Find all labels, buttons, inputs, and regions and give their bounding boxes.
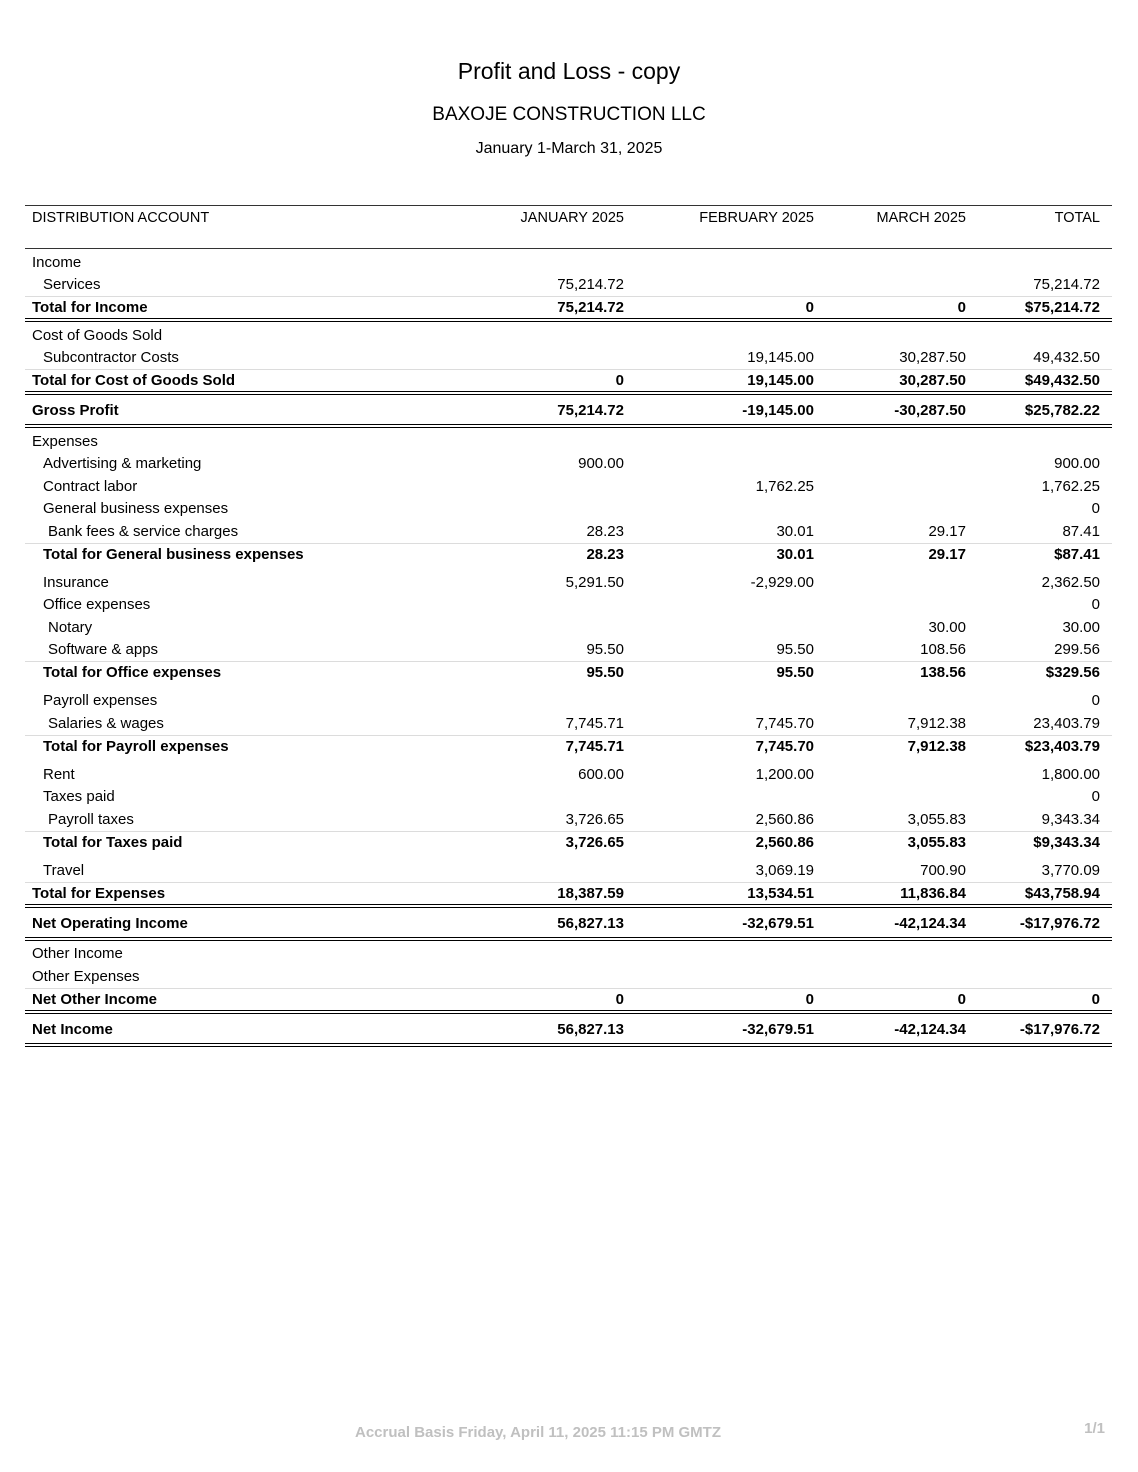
- february-value: 13,534.51: [747, 884, 814, 902]
- march-value: 29.17: [928, 522, 966, 540]
- total-value: 2,362.50: [1041, 573, 1100, 591]
- footer-basis-timestamp: Accrual Basis Friday, April 11, 2025 11:15 PM GMTZ: [355, 1424, 721, 1441]
- february-value: 2,560.86: [755, 833, 814, 851]
- table-row: [25, 882, 1112, 908]
- february-value: -32,679.51: [742, 914, 814, 932]
- january-value: 5,291.50: [565, 573, 624, 591]
- january-value: 56,827.13: [557, 1020, 624, 1038]
- row-label: Rent: [43, 765, 75, 783]
- total-value: 1,762.25: [1041, 477, 1100, 495]
- table-row: [25, 397, 1112, 428]
- total-value: 23,403.79: [1033, 714, 1100, 732]
- table-row: [25, 639, 1112, 662]
- col-header-total: TOTAL: [1054, 210, 1100, 226]
- february-value: 19,145.00: [747, 372, 814, 389]
- table-row: [25, 786, 1112, 809]
- table-row: [25, 808, 1112, 831]
- march-value: 3,055.83: [907, 833, 966, 851]
- table-row: [25, 453, 1112, 476]
- january-value: 75,214.72: [557, 276, 624, 294]
- january-value: 600.00: [578, 765, 624, 783]
- total-value: $43,758.94: [1024, 884, 1100, 902]
- row-label: Payroll taxes: [48, 810, 134, 828]
- row-label: Taxes paid: [43, 788, 115, 806]
- row-label: Services: [43, 276, 101, 294]
- table-row: [25, 251, 1112, 274]
- table-row: [25, 1016, 1112, 1047]
- row-label: Total for Income: [32, 299, 148, 316]
- total-value: $49,432.50: [1024, 372, 1100, 389]
- table-row: [25, 712, 1112, 735]
- total-value: 75,214.72: [1033, 276, 1100, 294]
- february-value: 30.01: [776, 545, 814, 563]
- january-value: 18,387.59: [557, 884, 624, 902]
- total-value: 87.41: [1062, 522, 1100, 540]
- row-label: Total for Payroll expenses: [43, 737, 229, 755]
- february-value: 7,745.70: [755, 737, 814, 755]
- january-value: 95.50: [586, 664, 624, 682]
- total-value: -$17,976.72: [1019, 1020, 1100, 1038]
- january-value: 7,745.71: [565, 737, 624, 755]
- january-value: 0: [615, 990, 624, 1008]
- march-value: 29.17: [928, 545, 966, 563]
- table-row: [25, 763, 1112, 786]
- row-label: General business expenses: [43, 500, 229, 518]
- total-value: $23,403.79: [1024, 737, 1100, 755]
- row-label: Total for General business expenses: [43, 545, 304, 563]
- table-row: [25, 735, 1112, 758]
- january-value: 28.23: [586, 545, 624, 563]
- row-label: Net Income: [32, 1020, 113, 1038]
- table-row: [25, 475, 1112, 498]
- february-value: 0: [805, 299, 814, 316]
- february-value: 3,069.19: [755, 861, 814, 879]
- february-value: 1,200.00: [755, 765, 814, 783]
- row-label: Total for Expenses: [32, 884, 166, 902]
- total-value: 0: [1091, 788, 1100, 806]
- january-value: 900.00: [578, 455, 624, 473]
- february-value: -19,145.00: [742, 402, 814, 419]
- table-row: [25, 690, 1112, 713]
- february-value: 30.01: [776, 522, 814, 540]
- table-row: [25, 520, 1112, 543]
- page-number: 1/1: [1084, 1420, 1105, 1437]
- march-value: 108.56: [920, 641, 966, 659]
- january-value: 95.50: [586, 641, 624, 659]
- february-value: 95.50: [776, 641, 814, 659]
- march-value: 700.90: [920, 861, 966, 879]
- table-row: [25, 347, 1112, 370]
- table-row: [25, 910, 1112, 941]
- table-body: [25, 251, 1112, 1047]
- profit-loss-table: [25, 205, 1112, 1047]
- total-value: -$17,976.72: [1019, 914, 1100, 932]
- february-value: 95.50: [776, 664, 814, 682]
- table-row: [25, 324, 1112, 347]
- col-header-march: MARCH 2025: [876, 210, 966, 226]
- table-row: [25, 943, 1112, 966]
- march-value: 138.56: [920, 664, 966, 682]
- row-label: Software & apps: [48, 641, 159, 659]
- table-row: [25, 369, 1112, 395]
- march-value: 0: [957, 990, 966, 1008]
- total-value: 49,432.50: [1033, 349, 1100, 367]
- table-row: [25, 498, 1112, 521]
- march-value: 0: [957, 299, 966, 316]
- table-row: [25, 571, 1112, 594]
- total-value: $25,782.22: [1024, 402, 1100, 419]
- february-value: -32,679.51: [742, 1020, 814, 1038]
- row-label: Total for Taxes paid: [43, 833, 183, 851]
- row-label: Gross Profit: [32, 402, 119, 419]
- january-value: 7,745.71: [565, 714, 624, 732]
- table-header: [25, 205, 1112, 249]
- february-value: 19,145.00: [747, 349, 814, 367]
- row-label: Total for Cost of Goods Sold: [32, 372, 236, 389]
- row-label: Notary: [48, 618, 93, 636]
- march-value: 30,287.50: [899, 372, 966, 389]
- february-value: -2,929.00: [750, 573, 814, 591]
- january-value: 56,827.13: [557, 914, 624, 932]
- total-value: $9,343.34: [1033, 833, 1100, 851]
- february-value: 1,762.25: [755, 477, 814, 495]
- table-row: [25, 296, 1112, 322]
- col-header-account: DISTRIBUTION ACCOUNT: [32, 210, 210, 226]
- table-row: [25, 594, 1112, 617]
- total-value: 30.00: [1062, 618, 1100, 636]
- february-value: 2,560.86: [755, 810, 814, 828]
- table-row: [25, 859, 1112, 882]
- col-header-january: JANUARY 2025: [520, 210, 624, 226]
- row-label: Travel: [43, 861, 85, 879]
- table-row: [25, 616, 1112, 639]
- total-value: 0: [1091, 500, 1100, 518]
- row-label: Other Income: [32, 945, 123, 963]
- march-value: 30.00: [928, 618, 966, 636]
- table-row: [25, 274, 1112, 297]
- total-value: $75,214.72: [1024, 299, 1100, 316]
- table-row: [25, 965, 1112, 988]
- march-value: -42,124.34: [894, 1020, 966, 1038]
- total-value: 9,343.34: [1041, 810, 1100, 828]
- total-value: 299.56: [1054, 641, 1100, 659]
- row-label: Total for Office expenses: [43, 664, 222, 682]
- report-period: January 1-March 31, 2025: [475, 140, 663, 157]
- table-row: [25, 988, 1112, 1014]
- row-label: Cost of Goods Sold: [32, 326, 163, 344]
- row-label: Net Other Income: [32, 990, 158, 1008]
- total-value: $329.56: [1045, 664, 1100, 682]
- row-label: Expenses: [32, 432, 98, 450]
- total-value: 0: [1091, 692, 1100, 710]
- total-value: 900.00: [1054, 455, 1100, 473]
- total-value: 0: [1091, 596, 1100, 614]
- row-label: Income: [32, 253, 82, 271]
- col-header-february: FEBRUARY 2025: [699, 210, 814, 226]
- march-value: -42,124.34: [894, 914, 966, 932]
- january-value: 75,214.72: [557, 299, 624, 316]
- january-value: 75,214.72: [557, 402, 624, 419]
- january-value: 28.23: [586, 522, 624, 540]
- table-row: [25, 430, 1112, 453]
- march-value: 7,912.38: [907, 714, 966, 732]
- january-value: 3,726.65: [565, 810, 624, 828]
- row-label: Bank fees & service charges: [48, 522, 239, 540]
- march-value: 3,055.83: [907, 810, 966, 828]
- row-label: Subcontractor Costs: [43, 349, 179, 367]
- total-value: $87.41: [1054, 545, 1100, 563]
- company-name: BAXOJE CONSTRUCTION LLC: [432, 104, 706, 125]
- report-title: Profit and Loss - copy: [457, 58, 681, 84]
- march-value: 7,912.38: [907, 737, 966, 755]
- table-row: [25, 831, 1112, 854]
- row-label: Net Operating Income: [32, 914, 188, 932]
- row-label: Advertising & marketing: [43, 455, 202, 473]
- row-label: Other Expenses: [32, 967, 140, 985]
- total-value: 1,800.00: [1041, 765, 1100, 783]
- row-label: Salaries & wages: [48, 714, 164, 732]
- january-value: 0: [615, 372, 624, 389]
- february-value: 7,745.70: [755, 714, 814, 732]
- row-label: Payroll expenses: [43, 692, 158, 710]
- january-value: 3,726.65: [565, 833, 624, 851]
- row-label: Office expenses: [43, 596, 151, 614]
- table-row: [25, 543, 1112, 566]
- march-value: 30,287.50: [899, 349, 966, 367]
- february-value: 0: [805, 990, 814, 1008]
- row-label: Insurance: [43, 573, 109, 591]
- total-value: 0: [1091, 990, 1100, 1008]
- march-value: -30,287.50: [894, 402, 966, 419]
- row-label: Contract labor: [43, 477, 138, 495]
- march-value: 11,836.84: [900, 884, 966, 902]
- total-value: 3,770.09: [1041, 861, 1100, 879]
- table-row: [25, 661, 1112, 684]
